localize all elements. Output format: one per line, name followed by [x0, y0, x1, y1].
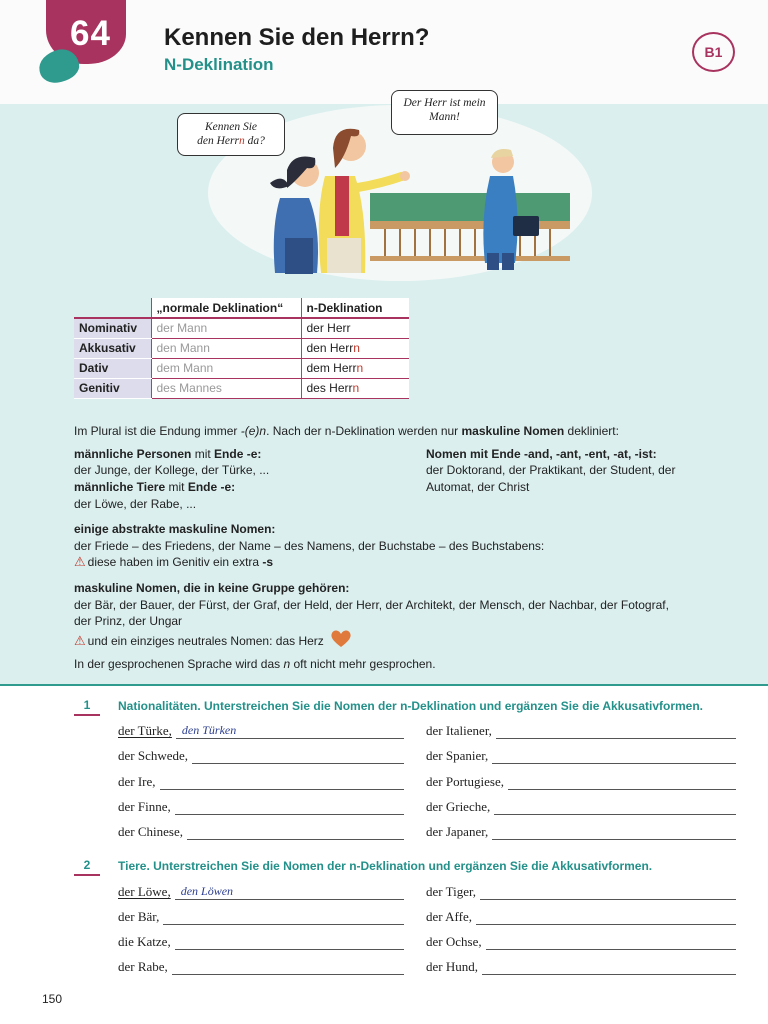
exercise-1-item: der Spanier, — [426, 748, 736, 764]
warning-icon: ⚠ — [74, 633, 86, 648]
answer-field[interactable] — [163, 912, 404, 925]
endings-examples-2: Automat, der Christ — [426, 480, 530, 494]
table-corner-cell — [74, 298, 151, 318]
exercise-2-item: die Katze, — [118, 934, 404, 950]
answer-field[interactable]: den Löwen — [175, 887, 404, 900]
nogroup-examples-2: der Prinz, der Ungar — [74, 614, 183, 628]
exercise-2-item: der Hund, — [426, 959, 736, 975]
exercise-1-item: der Japaner, — [426, 824, 736, 840]
table-header-row — [74, 298, 409, 318]
answer-field[interactable] — [192, 751, 404, 764]
nogroup-heading: maskuline Nomen, die in keine Gruppe gehören: — [74, 581, 350, 595]
fence-rail — [370, 221, 570, 229]
animals-examples: der Löwe, der Rabe, ... — [74, 497, 197, 511]
nogroup-examples-1: der Bär, der Bauer, der Fürst, der Graf, der Held, der Herr, der Architekt, der Mensch, der Nachbar, der Fotograf, — [74, 598, 669, 612]
case-label: Nominativ — [74, 318, 151, 338]
exercise-1-item: der Schwede, — [118, 748, 404, 764]
answer-field[interactable] — [492, 827, 736, 840]
unit-number: 64 — [70, 14, 111, 53]
hedge — [370, 193, 570, 225]
exercise-1-item: der Italiener, — [426, 723, 736, 739]
neutral-note: ⚠ und ein einziges neutrales Nomen: das Herz — [74, 629, 352, 649]
fence-base — [370, 256, 570, 261]
answer-field[interactable] — [175, 802, 404, 815]
n-form: der Herr — [301, 318, 409, 338]
n-form: den Herrn — [301, 338, 409, 358]
normal-form: der Mann — [151, 318, 301, 338]
abstract-note: ⚠ diese haben im Genitiv ein extra -s — [74, 554, 274, 569]
n-form: des Herrn — [301, 378, 409, 398]
answer-field[interactable] — [175, 937, 404, 950]
exercise-1-item: der Finne, — [118, 799, 404, 815]
bubble-left-line2: den Herrn da? — [197, 135, 265, 147]
exercise-2-item: der Ochse, — [426, 934, 736, 950]
exercise-1-item: der Portugiese, — [426, 774, 736, 790]
bubble-right-line1: Der Herr ist mein — [403, 97, 486, 109]
plural-rule: Im Plural ist die Endung immer -(e)n. Nach der n-Deklination werden nur maskuline Nomen dekliniert: — [74, 424, 619, 438]
exercise-2-number: 2 — [74, 858, 100, 876]
abstract-examples: der Friede – des Friedens, der Name – des Namens, der Buchstabe – des Buchstabens: — [74, 539, 545, 553]
persons-heading: männliche Personen mit Ende -e: — [74, 447, 262, 461]
endings-examples-1: der Doktorand, der Praktikant, der Student, der — [426, 463, 676, 477]
bubble-right-line2: Mann! — [429, 111, 460, 123]
normal-form: des Mannes — [151, 378, 301, 398]
persons-examples: der Junge, der Kollege, der Türke, ... — [74, 463, 270, 477]
exercise-2-item: der Affe, — [426, 909, 736, 925]
endings-heading: Nomen mit Ende -and, -ant, -ent, -at, -ist: — [426, 447, 657, 461]
spoken-note: In der gesprochenen Sprache wird das n oft nicht mehr gesprochen. — [74, 657, 436, 671]
answer-field[interactable] — [496, 726, 736, 739]
level-badge: B1 — [692, 32, 735, 72]
table-row — [74, 378, 409, 398]
page-number: 150 — [42, 992, 63, 1006]
table-row — [74, 318, 409, 338]
answer-field[interactable] — [160, 777, 404, 790]
exercise-2-item: der Löwe, den Löwen — [118, 884, 404, 900]
answer-field[interactable] — [482, 962, 736, 975]
declension-table — [74, 298, 409, 399]
case-label: Genitiv — [74, 378, 151, 398]
answer-field[interactable]: den Türken — [176, 726, 404, 739]
answer-field[interactable] — [492, 751, 736, 764]
case-label: Akkusativ — [74, 338, 151, 358]
exercise-2-item: der Rabe, — [118, 959, 404, 975]
answer-field[interactable] — [172, 962, 404, 975]
n-form: dem Herrn — [301, 358, 409, 378]
exercise-1-item: der Grieche, — [426, 799, 736, 815]
exercise-1-item: der Ire, — [118, 774, 404, 790]
exercise-1-item: der Chinese, — [118, 824, 404, 840]
animals-heading: männliche Tiere mit Ende -e: — [74, 480, 236, 494]
normal-form: dem Mann — [151, 358, 301, 378]
page-title: Kennen Sie den Herrn? — [164, 24, 430, 51]
answer-field[interactable] — [476, 912, 736, 925]
bubble-left-line1: Kennen Sie — [204, 121, 258, 133]
normal-form: den Mann — [151, 338, 301, 358]
speech-bubble-right — [391, 90, 498, 135]
answer-field[interactable] — [486, 937, 736, 950]
table-row — [74, 338, 409, 358]
abstract-heading: einige abstrakte maskuline Nomen: — [74, 522, 276, 536]
speech-bubble-left — [177, 113, 285, 156]
answer-field[interactable] — [508, 777, 736, 790]
column-header-n-declension: n-Deklination — [301, 298, 409, 318]
case-label: Dativ — [74, 358, 151, 378]
exercise-1-item: der Türke, den Türken — [118, 723, 404, 739]
answer-field[interactable] — [494, 802, 736, 815]
answer-field[interactable] — [187, 827, 404, 840]
exercise-1-number: 1 — [74, 698, 100, 716]
heart-icon — [330, 629, 352, 649]
answer-field[interactable] — [480, 887, 736, 900]
warning-icon: ⚠ — [74, 554, 86, 569]
panel-divider — [0, 684, 768, 686]
column-header-normal: „normale Deklination“ — [151, 298, 301, 318]
exercise-2-item: der Bär, — [118, 909, 404, 925]
page-subtitle: N-Deklination — [164, 55, 274, 74]
exercise-2-item: der Tiger, — [426, 884, 736, 900]
exercise-1-instruction: Nationalitäten. Unterstreichen Sie die Nomen der n-Deklination und ergänzen Sie die Akkusativformen. — [118, 699, 704, 713]
exercise-2-instruction: Tiere. Unterstreichen Sie die Nomen der n-Deklination und ergänzen Sie die Akkusativformen. — [118, 859, 653, 873]
table-row — [74, 358, 409, 378]
